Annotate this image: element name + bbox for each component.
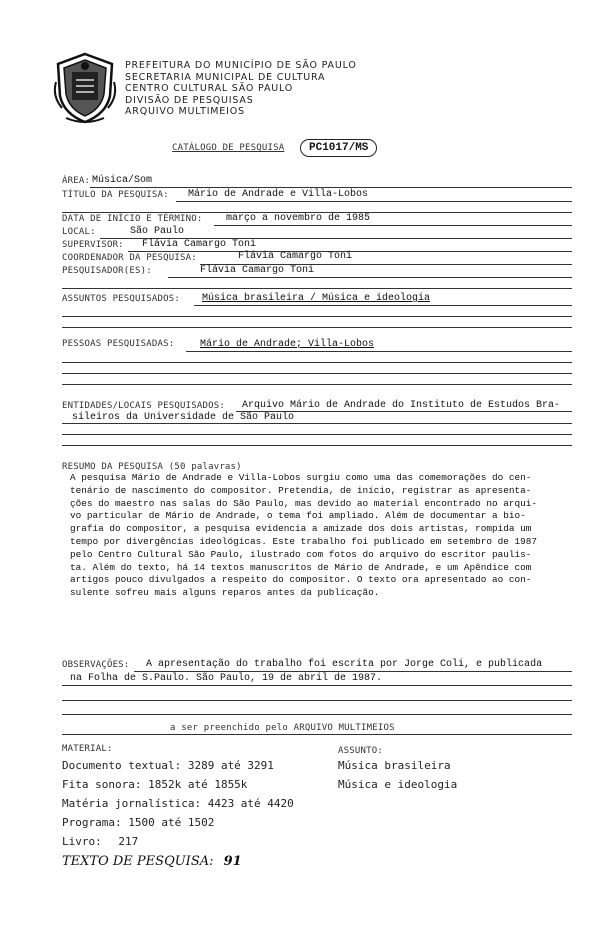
livro-label: Livro:: [62, 835, 102, 848]
material-line: Programa: 1500 até 1502: [62, 816, 215, 829]
texto-pesquisa-field: [62, 854, 242, 869]
resumo-line: ta. Além do texto, há 14 textos manuscritos de Mário de Andrade, e um Apêndice com: [70, 561, 532, 573]
header-line: SECRETARIA MUNICIPAL DE CULTURA: [125, 71, 326, 83]
assunto-label: ASSUNTO:: [338, 746, 383, 756]
resumo-line: artigos pouco divulgados a respeito do compositor. O texto ora apresentado ao con-: [70, 574, 532, 586]
entidades-value-line1: Arquivo Mário de Andrade do Instituto de Estudos Bra-: [242, 400, 561, 411]
texto-pesquisa-value: 91: [223, 854, 242, 869]
pesquisadores-value: Flávia Camargo Toni: [200, 265, 315, 276]
local-value: São Paulo: [130, 226, 185, 237]
assuntos-label: ASSUNTOS PESQUISADOS:: [62, 294, 180, 304]
header-line: ARQUIVO MULTIMEIOS: [125, 106, 245, 117]
assunto-list: [338, 756, 457, 794]
data-value: março a novembro de 1985: [226, 213, 371, 224]
area-label: ÁREA:: [62, 176, 91, 186]
coordenador-label: COORDENADOR DA PESQUISA:: [62, 253, 197, 263]
assunto-line: Música e ideologia: [338, 778, 458, 791]
resumo-line: grafia do compositor, a pesquisa evidencia a amizade dos dois artistas, rompida um: [70, 523, 532, 535]
material-line: Fita sonora: 1852k até 1855k: [62, 778, 248, 791]
material-line: Matéria jornalística: 4423 até 4420: [62, 797, 294, 810]
header-line: PREFEITURA DO MUNICÍPIO DE SÃO PAULO: [125, 60, 357, 71]
material-label: MATERIAL:: [62, 744, 113, 754]
observacoes-line1: A apresentação do trabalho foi escrita por Jorge Coli, e publicada: [146, 659, 543, 670]
observacoes-label: OBSERVAÇÕES:: [62, 660, 130, 670]
catalog-label: CATÁLOGO DE PESQUISA: [172, 143, 285, 153]
resumo-label: RESUMO DA PESQUISA (50 palavras): [62, 462, 242, 472]
observacoes-line2: na Folha de S.Paulo. São Paulo, 19 de abril de 1987.: [70, 673, 383, 684]
entidades-value-line2: sileiros da Universidade de São Paulo: [72, 412, 295, 423]
resumo-line: tempo por divergências ideológicas. Este trabalho foi publicado em setembro de 1987: [70, 535, 537, 547]
texto-pesquisa-label: TEXTO DE PESQUISA:: [62, 854, 214, 869]
pessoas-label: PESSOAS PESQUISADAS:: [62, 339, 175, 349]
area-value: Música/Som: [92, 175, 153, 186]
pessoas-value: Mário de Andrade; Villa-Lobos: [200, 339, 375, 350]
preenchido-note: a ser preenchido pelo ARQUIVO MULTIMEIOS: [170, 723, 395, 733]
coordenador-value: Flávia Camargo Toni: [238, 251, 353, 262]
resumo-line: A pesquisa Mário de Andrade e Villa-Lobos surgiu como uma das comemorações do cen-: [70, 472, 532, 483]
data-label: DATA DE INÍCIO E TÉRMINO:: [62, 214, 203, 224]
pesquisadores-label: PESQUISADOR(ES):: [62, 266, 152, 276]
resumo-line: tenário de nascimento do compositor. Pretendia, de início, registrar as apresenta-: [70, 484, 532, 496]
catalog-code: PC1017/MS: [300, 139, 377, 157]
assuntos-value: Música brasileira / Música e ideologia: [202, 293, 431, 304]
resumo-line: sulente sofreu mais alguns reparos antes da publicação.: [70, 587, 380, 599]
assunto-line: Música brasileira: [338, 759, 451, 772]
institution-header: [125, 60, 357, 118]
titulo-value: Mário de Andrade e Villa-Lobos: [188, 189, 369, 200]
header-line: CENTRO CULTURAL SÃO PAULO: [125, 83, 294, 94]
titulo-label: TÍTULO DA PESQUISA:: [62, 190, 169, 200]
coat-of-arms-seal: [52, 52, 118, 124]
supervisor-label: SUPERVISOR:: [62, 240, 124, 250]
entidades-label: ENTIDADES/LOCAIS PESQUISADOS:: [62, 401, 225, 411]
material-list: [62, 756, 294, 832]
resumo-line: pelo Centro Cultural São Paulo, ilustrado com fotos do arquivo do escritor paulis-: [70, 548, 532, 560]
resumo-line: vo particular de Mário de Andrade, o tema foi ampliado. Além de documentar a bio-: [70, 510, 526, 522]
header-line: DIVISÃO DE PESQUISAS: [125, 94, 254, 106]
resumo-line: ções do maestro nas salas do São Paulo, mas devido ao material encontrado no arqui-: [70, 497, 537, 509]
material-line: Documento textual: 3289 até 3291: [62, 759, 274, 772]
livro-value: 217: [118, 835, 139, 848]
livro-field: [62, 834, 138, 850]
supervisor-value: Flávia Camargo Toni: [142, 239, 257, 250]
resumo-text: [70, 472, 570, 600]
local-label: LOCAL:: [62, 227, 96, 237]
